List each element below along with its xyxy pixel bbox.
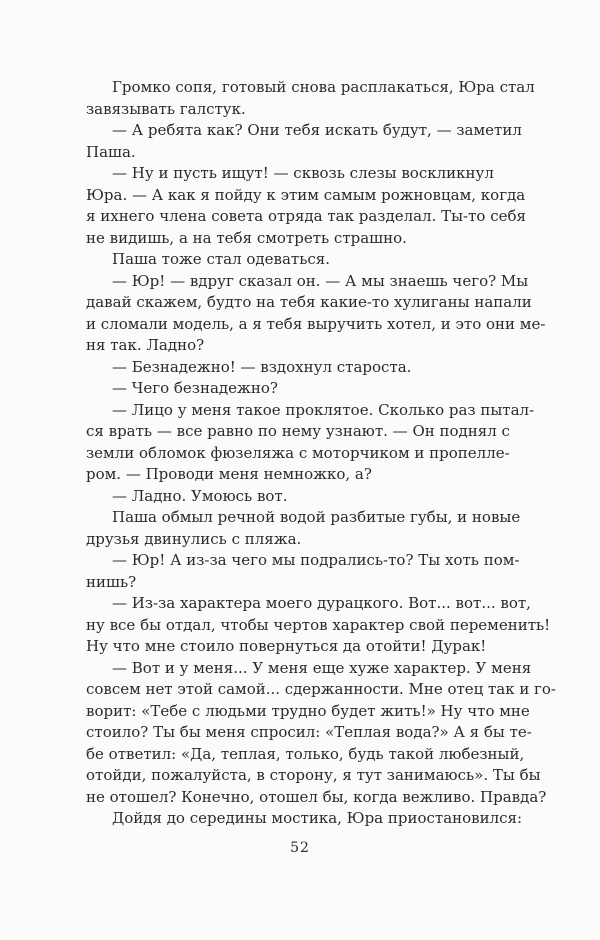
text-line: ну все бы отдал, чтобы чертов характер свой переменить! [86,615,551,634]
text-line: — Вот и у меня... У меня еще хуже характер. У меня [112,658,532,677]
text-line: — Безнадежно! — вздохнул староста. [112,357,412,376]
text-line: друзья двинулись с пляжа. [86,529,302,548]
text-line: Дойдя до середины мостика, Юра приостановился: [112,809,523,827]
text-line: — Ну и пусть ищут! — сквозь слезы воскликнул [112,164,494,182]
text-line: ня так. Ладно? [86,336,205,354]
text-line: — Чего безнадежно? [112,379,278,397]
text-line: земли обломок фюзеляжа с моторчиком и пропелле- [86,443,510,462]
text-line: — Ладно. Умоюсь вот. [112,486,288,505]
text-line: Ну что мне стоило повернуться да отойти! Дурак! [86,637,487,655]
text-line: давай скажем, будто на тебя какие-то хулиганы напали [86,293,532,311]
text-line: не видишь, а на тебя смотреть страшно. [86,228,407,247]
text-line: и сломали модель, а я тебя выручить хотел, и это они ме- [86,314,546,333]
text-line: нишь? [86,572,137,591]
text-line: — Юр! А из-за чего мы подрались-то? Ты хоть пом- [112,551,520,569]
text-line: — Из-за характера моего дурацкого. Вот... вот... вот, [112,594,531,612]
text-line: не отошел? Конечно, отошел бы, когда вежливо. Правда? [86,787,547,806]
text-line: Громко сопя, готовый снова расплакаться, Юра стал [112,78,535,96]
text-line: отойди, пожалуйста, в сторону, я тут занимаюсь». Ты бы [86,766,541,784]
text-line: Паша обмыл речной водой разбитые губы, и новые [112,508,521,526]
page-number: 52 [290,840,310,856]
text-line: — Лицо у меня такое проклятое. Сколько раз пытал- [112,400,535,419]
text-line: Паша. [86,142,136,161]
text-line: ворит: «Тебе с людьми трудно будет жить!» Ну что мне [86,701,530,720]
text-line: стоило? Ты бы меня спросил: «Теплая вода?» А я бы те- [86,723,532,741]
text-line: совсем нет этой самой... сдержанности. Мне отец так и го- [86,680,556,698]
text-line: — А ребята как? Они тебя искать будут, — заметил [112,121,522,139]
text-line: Паша тоже стал одеваться. [112,250,331,268]
text-line: ром. — Проводи меня немножко, а? [86,465,372,483]
text-line: бе ответил: «Да, теплая, только, будь такой любезный, [86,744,525,763]
text-line: завязывать галстук. [86,99,246,118]
body-text [86,77,556,830]
text-line: Юра. — А как я пойду к этим самым рожновцам, когда [86,185,526,204]
text-line: — Юр! — вдруг сказал он. — А мы знаешь чего? Мы [112,271,529,290]
text-line: ся врать — все равно по нему узнают. — Он поднял с [86,422,510,440]
text-line: я ихнего члена совета отряда так разделал. Ты-то себя [86,207,526,225]
